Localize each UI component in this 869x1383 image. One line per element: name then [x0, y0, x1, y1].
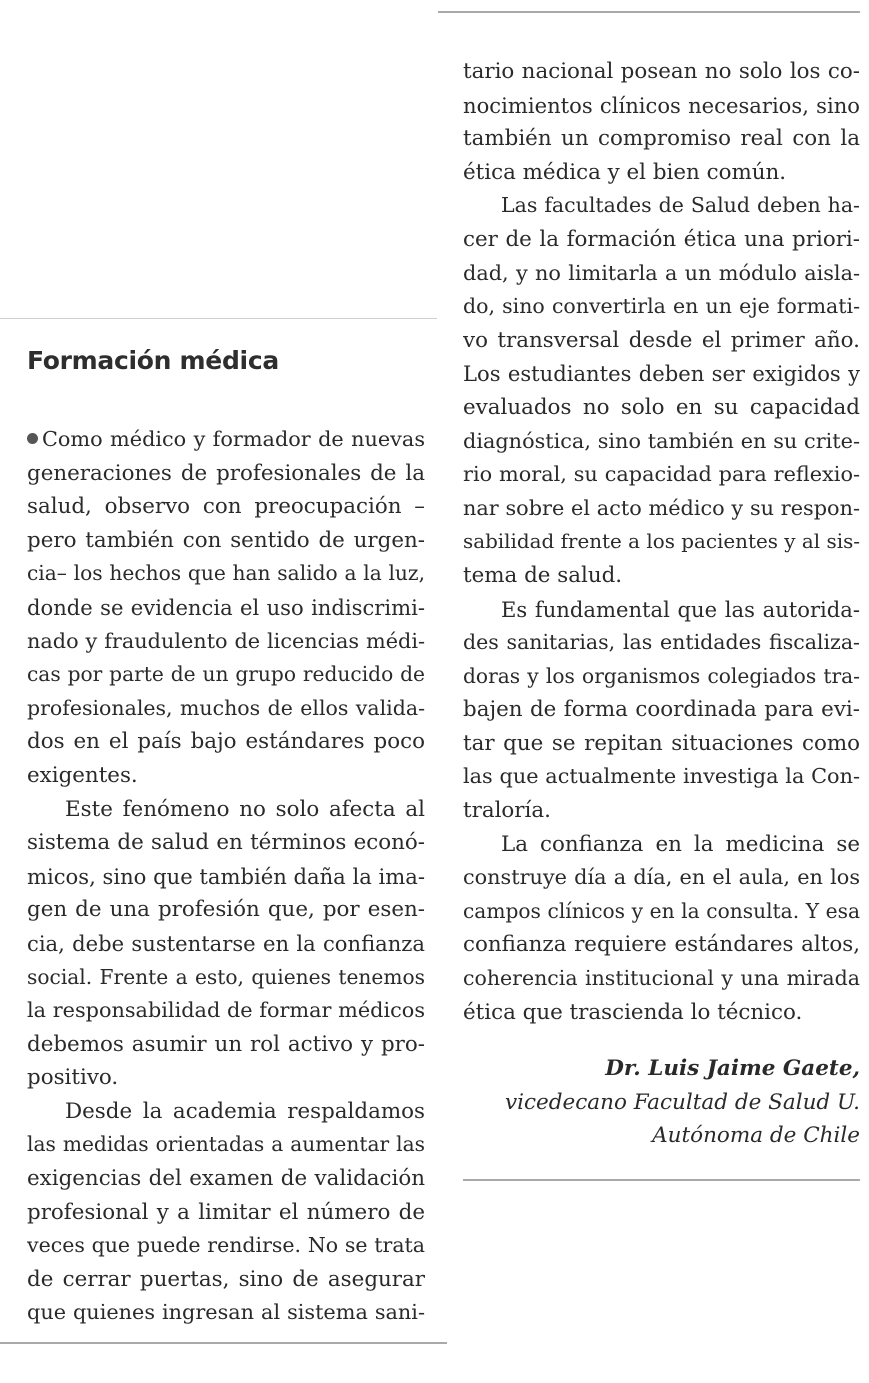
text-line: la responsabilidad de formar médicos	[27, 998, 425, 1023]
text-line: coherencia institucional y una mirada	[463, 966, 860, 991]
text-line: donde se evidencia el uso indiscrimi-	[27, 594, 425, 620]
text-line: dos en el país bajo estándares poco	[27, 729, 425, 755]
text-line: salud, observo con preocupación –	[27, 494, 425, 520]
text-line: construye día a día, en el aula, en los	[463, 865, 860, 890]
bottom-left-rule	[0, 1342, 447, 1344]
text-line: de cerrar puertas, sino de asegurar	[27, 1266, 425, 1292]
text-line: sabilidad frente a los pacientes y al sis-	[463, 530, 860, 554]
signature-institution: Autónoma de Chile	[652, 1123, 860, 1148]
text-line: Las facultades de Salud deben ha-	[501, 193, 860, 218]
text-line: ética médica y el bien común.	[463, 159, 787, 185]
text-line: nado y fraudulento de licencias médi-	[27, 628, 425, 653]
text-line: rio moral, su capacidad para reflexio-	[463, 462, 860, 487]
text-line: profesional y a limitar el número de	[27, 1199, 425, 1225]
text-line: dad, y no limitarla a un módulo aisla-	[463, 260, 860, 285]
text-line: tema de salud.	[463, 562, 623, 588]
text-line: que quienes ingresan al sistema sani-	[27, 1300, 425, 1325]
text-line: social. Frente a esto, quienes tenemos	[27, 964, 425, 989]
text-line: también un compromiso real con la	[463, 126, 860, 152]
text-line: tario nacional posean no solo los co-	[463, 59, 860, 84]
text-line: traloría.	[463, 798, 551, 824]
text-line: campos clínicos y en la consulta. Y esa	[463, 898, 860, 923]
text-line: cia– los hechos que han salido a la luz,	[27, 561, 425, 586]
text-line: tar que se repitan situaciones como	[463, 730, 860, 756]
text-line: cia, debe sustentarse en la confianza	[27, 930, 425, 956]
text-line: ética que trascienda lo técnico.	[463, 999, 803, 1025]
text-line: do, sino convertirla en un eje formati-	[463, 294, 860, 319]
text-line: generaciones de profesionales de la	[27, 460, 425, 486]
text-line: exigentes.	[27, 762, 138, 788]
text-line: exigencias del examen de validación	[27, 1166, 425, 1192]
bullet-icon	[27, 433, 38, 444]
text-line: cer de la formación ética una priori-	[463, 226, 860, 252]
text-line: des sanitarias, las entidades fiscaliza-	[463, 630, 860, 655]
text-line: profesionales, muchos de ellos valida-	[27, 695, 425, 720]
text-line: La confianza en la medicina se	[501, 831, 860, 857]
text-line: confianza requiere estándares altos,	[463, 932, 860, 958]
signature-role: vicedecano Facultad de Salud U.	[504, 1089, 860, 1115]
text-line: sistema de salud en términos econó-	[27, 830, 425, 856]
right-column	[463, 55, 860, 1029]
text-line: Los estudiantes deben ser exigidos y	[463, 361, 860, 387]
text-line: Como médico y formador de nuevas	[27, 423, 425, 457]
text-line: bajen de forma coordinada para evi-	[463, 697, 860, 723]
signature-name: Dr. Luis Jaime Gaete,	[605, 1056, 860, 1081]
text-line: Desde la academia respaldamos	[65, 1098, 425, 1124]
text-line: veces que puede rendirse. No se trata	[27, 1233, 425, 1258]
top-right-rule	[438, 11, 860, 13]
text-line: Es fundamental que las autorida-	[501, 596, 860, 622]
text-line: pero también con sentido de urgen-	[27, 527, 425, 553]
text-line: vo transversal desde el primer año.	[463, 327, 860, 353]
text-line: gen de una profesión que, por esen-	[27, 897, 425, 923]
article-title: Formación médica	[27, 346, 279, 375]
text-line: debemos asumir un rol activo y pro-	[27, 1031, 425, 1057]
right-column-bottom-rule	[463, 1179, 860, 1181]
signature-block	[505, 1052, 860, 1153]
text-line: las que actualmente investiga la Con-	[463, 764, 860, 789]
text-line: cas por parte de un grupo reducido de	[27, 662, 425, 687]
text-line: nocimientos clínicos necesarios, sino	[463, 92, 860, 118]
text-line: micos, sino que también daña la ima-	[27, 863, 425, 889]
text-line: evaluados no solo en su capacidad	[463, 394, 860, 420]
left-column-top-rule	[0, 318, 437, 319]
text-line: doras y los organismos colegiados tra-	[463, 663, 860, 688]
text-line: diagnóstica, sino también en su crite-	[463, 428, 860, 453]
text-line: nar sobre el acto médico y su respon-	[463, 495, 860, 520]
text-line: las medidas orientadas a aumentar las	[27, 1132, 425, 1157]
text-line: positivo.	[27, 1065, 119, 1091]
left-column	[27, 423, 425, 1330]
text-line: Este fenómeno no solo afecta al	[65, 796, 425, 822]
